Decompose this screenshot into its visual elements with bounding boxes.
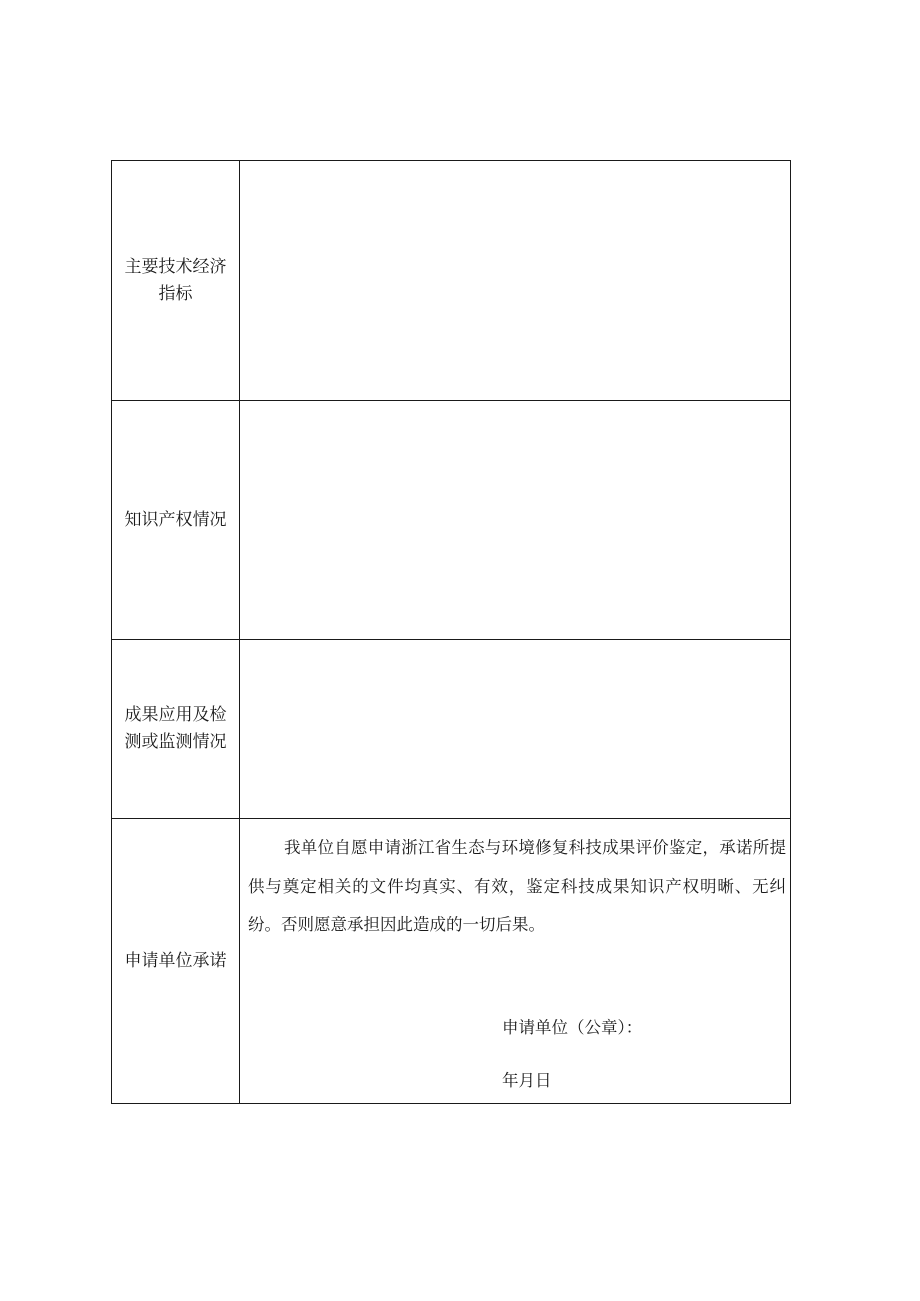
row-label-line: 申请单位承诺 (124, 950, 227, 971)
applicant-seal-label: 申请单位（公章）： (502, 1018, 643, 1037)
row-label-line: 主要技术经济 (124, 256, 227, 277)
commitment-cell (240, 819, 791, 1104)
application-testing-field[interactable] (240, 640, 791, 819)
tech-indicators-field[interactable] (240, 161, 791, 401)
table-row (112, 161, 791, 401)
commitment-text: 我单位自愿申请浙江省生态与环境修复科技成果评价鉴定，承诺所提供与奠定相关的文件均真实、有效，鉴定科技成果知识产权明晰、无纠纷。否则愿意承担因此造成的一切后果。 (248, 838, 786, 934)
row-label-commitment (112, 819, 240, 1104)
table-row (112, 819, 791, 1104)
table-row (112, 640, 791, 819)
row-label-line: 成果应用及检 (124, 705, 227, 725)
date-label: 年月日 (502, 1071, 552, 1090)
row-label-line: 测或监测情况 (124, 732, 227, 752)
row-label-tech-indicators (112, 161, 240, 401)
evaluation-form-table (111, 160, 791, 1104)
row-label-application-testing (112, 640, 240, 819)
row-label-line: 知识产权情况 (124, 509, 227, 530)
ip-status-field[interactable] (240, 401, 791, 640)
table-row (112, 401, 791, 640)
row-label-ip-status (112, 401, 240, 640)
row-label-line: 指标 (158, 283, 193, 304)
